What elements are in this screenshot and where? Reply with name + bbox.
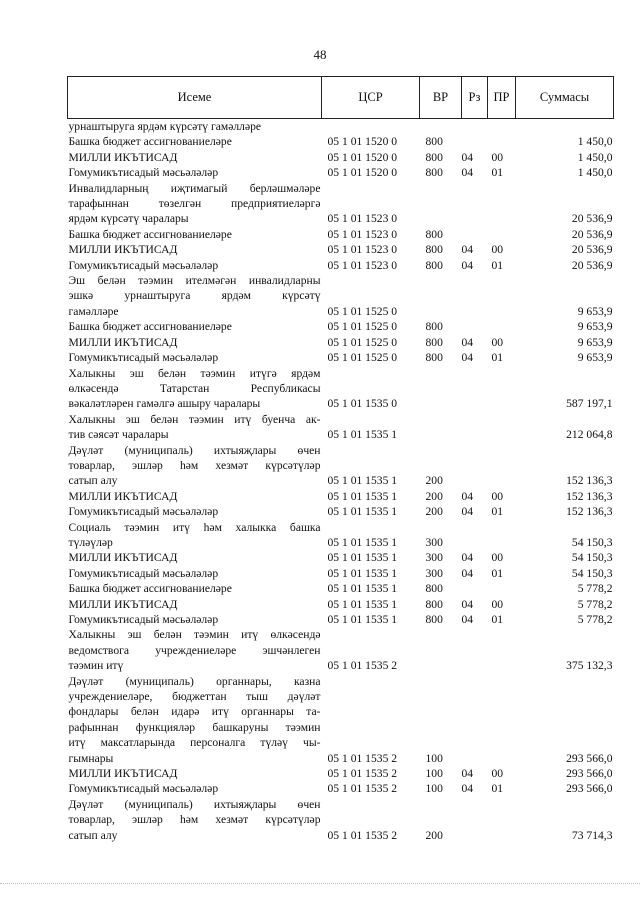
row-name-line: итү максатларында персоналга түләү чы- xyxy=(68,736,321,750)
row-name-line: тәэмин итү xyxy=(68,659,124,673)
row-csr: 05 1 01 1525 0 xyxy=(327,351,398,365)
table-row xyxy=(68,797,614,843)
table-row xyxy=(68,674,614,766)
row-name-line: МИЛЛИ ИКЪТИСАД xyxy=(68,489,178,503)
row-vr: 200 xyxy=(425,474,443,488)
row-rz xyxy=(462,273,488,319)
row-name-line: эшкә урнаштыруга ярдәм күрсәтү xyxy=(68,289,321,303)
row-name xyxy=(68,165,322,180)
row-name-line: Гомумикътисадый мәсьәләләр xyxy=(68,505,219,519)
row-csr: 05 1 01 1535 2 xyxy=(327,767,398,781)
row-csr: 05 1 01 1535 2 xyxy=(327,828,398,842)
row-name xyxy=(68,350,322,365)
table-row xyxy=(68,766,614,781)
row-sum: 152 136,3 xyxy=(566,489,613,503)
row-name-line: учреждениеләре, бюджеттан тыш дәүләт xyxy=(68,690,321,704)
row-pr: 01 xyxy=(491,566,504,580)
row-pr: 00 xyxy=(491,551,504,565)
row-rz: 04 xyxy=(461,767,474,781)
row-name-line: Гомумикътисадый мәсьәләләр xyxy=(68,166,219,180)
row-pr xyxy=(488,674,516,766)
row-vr: 100 xyxy=(425,751,443,765)
row-pr xyxy=(488,227,516,242)
row-csr: 05 1 01 1535 1 xyxy=(327,505,398,519)
row-name-line: МИЛЛИ ИКЪТИСАД xyxy=(68,767,178,781)
row-sum: 5 778,2 xyxy=(577,582,613,596)
row-rz xyxy=(462,520,488,551)
row-rz xyxy=(462,181,488,227)
row-vr: 200 xyxy=(425,505,443,519)
row-name-line: Дәүләт (муниципаль) ихтыяҗлары өчен xyxy=(68,797,321,811)
row-csr: 05 1 01 1535 1 xyxy=(327,566,398,580)
row-name-line: Башка бюджет ассигнованиеләре xyxy=(68,227,232,241)
row-pr: 01 xyxy=(491,613,504,626)
table-row xyxy=(68,443,614,489)
table-row xyxy=(68,627,614,673)
row-name-line: Халыкны эш белән тәэмин итү өлкәсендә xyxy=(68,628,321,642)
row-name xyxy=(68,150,322,165)
row-vr: 300 xyxy=(425,566,443,580)
row-sum: 9 653,9 xyxy=(577,351,613,365)
row-pr: 00 xyxy=(491,335,504,349)
row-name-line: Эш белән тәэмин ителмәгән инвалидларны xyxy=(68,274,321,288)
row-rz xyxy=(462,674,488,766)
table-row xyxy=(68,550,614,565)
row-name-line: Башка бюджет ассигнованиеләре xyxy=(68,135,232,149)
row-vr: 800 xyxy=(425,335,443,349)
row-csr xyxy=(322,119,420,135)
header-name: Исеме xyxy=(68,77,322,119)
table-row xyxy=(68,335,614,350)
row-name xyxy=(68,566,322,581)
row-rz: 04 xyxy=(461,566,474,580)
row-rz xyxy=(462,227,488,242)
row-name-line: товарлар, эшләр һәм хезмәт күрсәтүләр xyxy=(68,458,321,472)
row-sum: 9 653,9 xyxy=(577,335,613,349)
row-sum: 293 566,0 xyxy=(566,782,613,796)
row-name-line: Гомумикътисадый мәсьәләләр xyxy=(68,782,219,796)
row-pr xyxy=(488,366,516,412)
row-rz xyxy=(462,119,488,135)
row-name xyxy=(68,489,322,504)
row-vr: 800 xyxy=(425,227,443,241)
row-vr: 800 xyxy=(425,258,443,272)
row-vr: 100 xyxy=(425,767,443,781)
row-sum: 9 653,9 xyxy=(577,304,613,318)
row-name-line: фондлары белән идарә итү органнары та- xyxy=(68,705,321,719)
row-vr: 800 xyxy=(425,135,443,149)
row-name xyxy=(68,581,322,596)
row-name xyxy=(68,319,322,334)
row-vr xyxy=(420,273,462,319)
row-name-line: Гомумикътисадый мәсьәләләр xyxy=(68,566,219,580)
row-rz: 04 xyxy=(461,551,474,565)
row-name xyxy=(68,612,322,627)
row-sum: 587 197,1 xyxy=(566,397,613,411)
table-row xyxy=(68,504,614,519)
row-vr: 800 xyxy=(425,597,443,611)
row-sum: 375 132,3 xyxy=(566,659,613,673)
row-vr: 800 xyxy=(425,582,443,596)
row-rz: 04 xyxy=(461,613,474,626)
row-rz xyxy=(462,797,488,843)
row-csr: 05 1 01 1535 1 xyxy=(327,597,398,611)
header-csr: ЦСР xyxy=(322,77,420,119)
table-row xyxy=(68,566,614,581)
row-rz: 04 xyxy=(461,782,474,796)
row-csr: 05 1 01 1535 1 xyxy=(327,551,398,565)
table-body xyxy=(68,119,614,844)
row-vr: 800 xyxy=(425,243,443,257)
row-csr: 05 1 01 1535 1 xyxy=(327,428,398,442)
header-pr: ПР xyxy=(488,77,516,119)
row-csr: 05 1 01 1523 0 xyxy=(327,227,398,241)
table-row xyxy=(68,273,614,319)
row-name xyxy=(68,335,322,350)
row-name-line: тив сәясәт чаралары xyxy=(68,428,169,442)
row-name-line: тарафыннан төзелгән предприятиеләргә xyxy=(68,197,321,211)
row-sum: 20 536,9 xyxy=(571,227,613,241)
row-sum: 293 566,0 xyxy=(566,767,613,781)
table-row xyxy=(68,612,614,627)
row-name-line: МИЛЛИ ИКЪТИСАД xyxy=(68,597,178,611)
row-rz xyxy=(462,319,488,334)
header-rz: Рз xyxy=(462,77,488,119)
row-vr xyxy=(420,181,462,227)
row-name xyxy=(68,674,322,766)
row-name-line: урнаштыруга ярдәм күрсәтү гамәлләре xyxy=(68,120,262,133)
row-rz xyxy=(462,412,488,443)
row-name xyxy=(68,366,322,412)
row-rz: 04 xyxy=(461,489,474,503)
row-pr xyxy=(488,119,516,135)
row-name xyxy=(68,550,322,565)
row-name-line: Гомумикътисадый мәсьәләләр xyxy=(68,613,219,626)
row-csr: 05 1 01 1523 0 xyxy=(327,243,398,257)
row-pr: 01 xyxy=(491,351,504,365)
table-row xyxy=(68,597,614,612)
row-sum: 1 450,0 xyxy=(577,166,613,180)
row-csr: 05 1 01 1535 0 xyxy=(327,397,398,411)
row-name xyxy=(68,504,322,519)
header-sum: Суммасы xyxy=(516,77,614,119)
row-name-line: ярдәм күрсәтү чаралары xyxy=(68,212,189,226)
row-sum: 20 536,9 xyxy=(571,212,613,226)
table-row xyxy=(68,319,614,334)
row-name xyxy=(68,443,322,489)
row-rz xyxy=(462,627,488,673)
row-name xyxy=(68,520,322,551)
row-pr xyxy=(488,134,516,149)
row-sum xyxy=(516,119,614,135)
row-pr: 00 xyxy=(491,597,504,611)
row-csr: 05 1 01 1535 1 xyxy=(327,474,398,488)
row-pr: 00 xyxy=(491,150,504,164)
row-pr: 00 xyxy=(491,767,504,781)
row-name xyxy=(68,181,322,227)
row-rz: 04 xyxy=(461,335,474,349)
row-pr: 01 xyxy=(491,258,504,272)
row-name xyxy=(68,273,322,319)
row-sum: 293 566,0 xyxy=(566,751,613,765)
row-vr xyxy=(420,627,462,673)
row-sum: 54 150,3 xyxy=(571,566,613,580)
table-row xyxy=(68,350,614,365)
row-name-line: ведомствога учреждениеләре эшчәнлеген xyxy=(68,643,321,657)
row-name-line: Халыкны эш белән тәэмин итү буенча ак- xyxy=(68,412,321,426)
row-rz: 04 xyxy=(461,243,474,257)
row-rz: 04 xyxy=(461,258,474,272)
row-vr: 300 xyxy=(425,535,443,549)
row-sum: 152 136,3 xyxy=(566,505,613,519)
row-pr: 01 xyxy=(491,505,504,519)
row-rz: 04 xyxy=(461,351,474,365)
row-rz xyxy=(462,581,488,596)
row-sum: 5 778,2 xyxy=(577,613,613,626)
row-name-line: сатып алу xyxy=(68,828,118,842)
row-rz: 04 xyxy=(461,150,474,164)
row-pr: 00 xyxy=(491,489,504,503)
row-vr: 300 xyxy=(425,551,443,565)
row-name xyxy=(68,781,322,796)
row-rz xyxy=(462,366,488,412)
row-name-line: түләүләр xyxy=(68,535,113,549)
row-name xyxy=(68,242,322,257)
row-sum: 1 450,0 xyxy=(577,135,613,149)
row-pr xyxy=(488,319,516,334)
row-name xyxy=(68,134,322,149)
row-csr: 05 1 01 1523 0 xyxy=(327,258,398,272)
budget-table-wrapper xyxy=(67,76,613,843)
row-name xyxy=(68,627,322,673)
row-name-line: товарлар, эшләр һәм хезмәт күрсәтүләр xyxy=(68,813,321,827)
row-pr: 01 xyxy=(491,166,504,180)
row-name xyxy=(68,766,322,781)
row-pr xyxy=(488,412,516,443)
row-name xyxy=(68,412,322,443)
table-row xyxy=(68,181,614,227)
row-name-line: Гомумикътисадый мәсьәләләр xyxy=(68,351,219,365)
row-csr: 05 1 01 1523 0 xyxy=(327,212,398,226)
row-csr: 05 1 01 1535 1 xyxy=(327,535,398,549)
row-rz: 04 xyxy=(461,597,474,611)
page-number: 48 xyxy=(313,47,327,62)
row-vr xyxy=(420,412,462,443)
row-name xyxy=(68,258,322,273)
table-row xyxy=(68,258,614,273)
row-pr: 01 xyxy=(491,782,504,796)
row-name-line: Гомумикътисадый мәсьәләләр xyxy=(68,258,219,272)
row-csr: 05 1 01 1535 2 xyxy=(327,782,398,796)
row-sum: 1 450,0 xyxy=(577,150,613,164)
row-rz xyxy=(462,134,488,149)
row-sum: 54 150,3 xyxy=(571,551,613,565)
row-name xyxy=(68,597,322,612)
table-row xyxy=(68,227,614,242)
row-name-line: сатып алу xyxy=(68,474,118,488)
row-name-line: Дәүләт (муниципаль) органнары, казна xyxy=(68,674,321,688)
row-name xyxy=(68,797,322,843)
table-row xyxy=(68,119,614,135)
row-csr: 05 1 01 1535 2 xyxy=(327,751,398,765)
row-name-line: МИЛЛИ ИКЪТИСАД xyxy=(68,150,178,164)
row-vr: 800 xyxy=(425,351,443,365)
table-row xyxy=(68,134,614,149)
row-name-line: МИЛЛИ ИКЪТИСАД xyxy=(68,243,178,257)
row-sum: 54 150,3 xyxy=(571,535,613,549)
row-vr: 200 xyxy=(425,489,443,503)
row-name xyxy=(68,119,322,135)
table-row xyxy=(68,165,614,180)
table-row xyxy=(68,242,614,257)
row-csr: 05 1 01 1525 0 xyxy=(327,320,398,334)
header-vr: ВР xyxy=(420,77,462,119)
row-vr xyxy=(420,366,462,412)
row-vr: 100 xyxy=(425,782,443,796)
row-sum: 20 536,9 xyxy=(571,258,613,272)
row-csr: 05 1 01 1535 2 xyxy=(327,659,398,673)
row-sum: 5 778,2 xyxy=(577,597,613,611)
row-name-line: Башка бюджет ассигнованиеләре xyxy=(68,582,232,596)
row-csr: 05 1 01 1520 0 xyxy=(327,135,398,149)
row-rz: 04 xyxy=(461,166,474,180)
row-csr: 05 1 01 1535 1 xyxy=(327,613,398,626)
row-name-line: Халыкны эш белән тәэмин итүгә ярдәм xyxy=(68,366,321,380)
row-name-line: Социаль тәэмин итү һәм халыкка башка xyxy=(68,520,321,534)
row-vr: 800 xyxy=(425,150,443,164)
row-name xyxy=(68,227,322,242)
row-vr: 200 xyxy=(425,828,443,842)
table-row xyxy=(68,781,614,796)
row-sum: 20 536,9 xyxy=(571,243,613,257)
budget-table xyxy=(67,76,614,843)
row-sum: 212 064,8 xyxy=(566,428,613,442)
row-name-line: гымнары xyxy=(68,751,114,765)
row-csr: 05 1 01 1535 1 xyxy=(327,582,398,596)
row-sum: 152 136,3 xyxy=(566,474,613,488)
table-row xyxy=(68,366,614,412)
footer-divider xyxy=(0,883,640,886)
row-csr: 05 1 01 1535 1 xyxy=(327,489,398,503)
row-csr: 05 1 01 1525 0 xyxy=(327,335,398,349)
row-name-line: рафыннан функцияләр башкаруны тәэмин xyxy=(68,720,321,734)
row-name-line: МИЛЛИ ИКЪТИСАД xyxy=(68,335,178,349)
row-rz: 04 xyxy=(461,505,474,519)
row-csr: 05 1 01 1520 0 xyxy=(327,150,398,164)
row-csr: 05 1 01 1525 0 xyxy=(327,304,398,318)
row-pr: 00 xyxy=(491,243,504,257)
table-row xyxy=(68,150,614,165)
row-name-line: Инвалидларның иҗтимагый берләшмәләре xyxy=(68,181,321,195)
row-vr: 800 xyxy=(425,166,443,180)
row-pr xyxy=(488,273,516,319)
row-pr xyxy=(488,181,516,227)
row-name-line: Башка бюджет ассигнованиеләре xyxy=(68,320,232,334)
row-sum: 73 714,3 xyxy=(571,828,613,842)
row-csr: 05 1 01 1520 0 xyxy=(327,166,398,180)
row-name-line: вәкаләтләрен гамәлгә ашыру чаралары xyxy=(68,397,261,411)
row-name-line: Дәүләт (муниципаль) ихтыяҗлары өчен xyxy=(68,443,321,457)
row-pr xyxy=(488,443,516,489)
row-name-line: өлкәсендә Татарстан Республикасы xyxy=(68,381,321,395)
row-vr: 800 xyxy=(425,613,443,626)
table-header xyxy=(68,77,614,119)
row-vr xyxy=(420,119,462,135)
row-name-line: гамәлләре xyxy=(68,304,119,318)
row-pr xyxy=(488,520,516,551)
row-vr: 800 xyxy=(425,320,443,334)
row-name-line: МИЛЛИ ИКЪТИСАД xyxy=(68,551,178,565)
table-row xyxy=(68,581,614,596)
row-sum: 9 653,9 xyxy=(577,320,613,334)
table-row xyxy=(68,412,614,443)
row-pr xyxy=(488,797,516,843)
table-row xyxy=(68,489,614,504)
table-row xyxy=(68,520,614,551)
row-rz xyxy=(462,443,488,489)
row-pr xyxy=(488,581,516,596)
row-pr xyxy=(488,627,516,673)
